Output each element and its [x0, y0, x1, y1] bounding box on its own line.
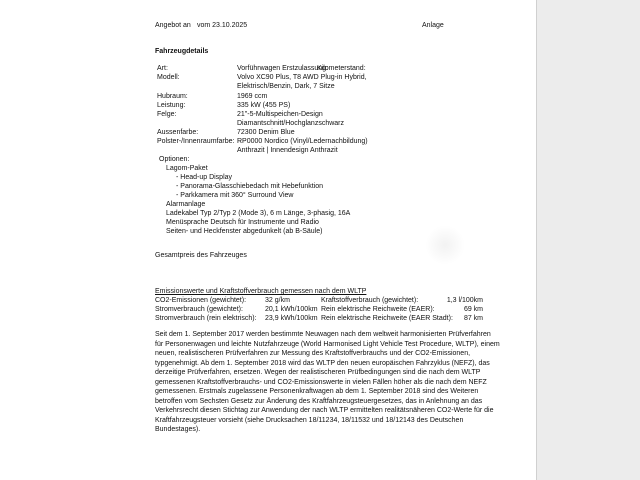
detail-value: 72300 Denim Blue — [237, 129, 295, 136]
emission-label: Stromverbrauch (rein elektrisch): — [155, 315, 257, 322]
option-item: Menüsprache Deutsch für Instrumente und Radio — [166, 219, 319, 226]
option-subitem: - Parkkamera mit 360° Surround View — [176, 192, 294, 199]
detail-value: RP0000 Nordico (Vinyl/Ledernachbildung) — [237, 138, 368, 145]
wltp-disclaimer-paragraph: Seit dem 1. September 2017 werden bestimmte Neuwagen nach dem weltweit harmonisierten Prüfverfahren für Personenwagen und leichte Nutzfahrzeuge (World Harmonised Light Vehicle Test Procedure, WLTP), einem neuen, realistischeren Prüfverfahren zur Messung des Kraftstoffverbrauchs und der CO2-Emissionen, typgenehmigt. Ab dem 1. September 2018 wird das WLTP den neuen europäischen Fahrzyklus (NEFZ), das derzeitige Prüfverfahren, ersetzen. Wegen der realistischeren Prüfbedingungen sind die nach dem WLTP gemessenen Kraftstoffverbrauchs- und CO2-Emissionswerte in vielen Fällen höher als die nach dem NEFZ gemessenen. Erstmals zugelassene Personenkraftwagen ab dem 1. September 2018 sind des Weiteren betroffen vom Sechsten Gesetz zur Änderung des Kraftfahrzeugsteuergesetzes, das in Anlehnung an das Verkehrsrecht diesen Stichtag zur Anwendung der nach WLTP ermittelten realitätsnäheren CO2-Werte für die Kraftfahrzeugsteuer vorsieht (siehe Drucksachen 18/11234, 18/11532 und 18/12143 des Deutschen Bundestages). — [155, 331, 500, 433]
emission-label: CO2-Emissionen (gewichtet): — [155, 297, 247, 304]
options-title: Optionen: — [159, 156, 190, 163]
detail-value: Diamantschnitt/Hochglanzschwarz — [237, 120, 344, 127]
offer-to-label: Angebot an — [155, 22, 191, 29]
emission-value: 87 km — [463, 315, 483, 322]
option-item: Lagom-Paket — [166, 165, 208, 172]
emission-label: Stromverbrauch (gewichtet): — [155, 306, 243, 313]
option-item: Ladekabel Typ 2/Typ 2 (Mode 3), 6 m Länge, 3-phasig, 16A — [166, 210, 351, 217]
detail-value: Volvo XC90 Plus, T8 AWD Plug-in Hybrid, — [237, 74, 367, 81]
offer-date: vom 23.10.2025 — [197, 22, 248, 29]
scan-smudge — [425, 225, 465, 265]
detail-value: Anthrazit | Innendesign Anthrazit — [237, 147, 338, 154]
detail-label: Polster-/Innenraumfarbe: — [157, 138, 235, 145]
detail-label: Aussenfarbe: — [157, 129, 199, 136]
emission-label: Rein elektrische Reichweite (EAER Stadt): — [321, 315, 453, 322]
detail-value: 1969 ccm — [237, 93, 268, 100]
section-title: Fahrzeugdetails — [155, 48, 209, 55]
attachment-label: Anlage — [422, 22, 444, 29]
emissions-title: Emissionswerte und Kraftstoffverbrauch gemessen nach dem WLTP — [155, 288, 367, 295]
total-price-label: Gesamtpreis des Fahrzeuges — [155, 252, 247, 259]
detail-value: Elektrisch/Benzin, Dark, 7 Sitze — [237, 83, 335, 90]
emission-value: 32 g/km — [265, 297, 290, 304]
detail-extra: Kilometerstand: — [317, 65, 366, 72]
emission-value: 20,1 kWh/100km — [265, 306, 318, 313]
emission-value: 69 km — [463, 306, 483, 313]
detail-label: Hubraum: — [157, 93, 188, 100]
option-item: Seiten- und Heckfenster abgedunkelt (ab B-Säule) — [166, 228, 323, 235]
option-subitem: - Panorama-Glasschiebedach mit Hebefunktion — [176, 183, 324, 190]
detail-label: Felge: — [157, 111, 177, 118]
emission-label: Kraftstoffverbrauch (gewichtet): — [321, 297, 419, 304]
detail-value: 335 kW (455 PS) — [237, 102, 291, 109]
option-subitem: - Head-up Display — [176, 174, 233, 181]
option-item: Alarmanlage — [166, 201, 206, 208]
emission-label: Rein elektrische Reichweite (EAER): — [321, 306, 435, 313]
detail-label: Leistung: — [157, 102, 186, 109]
emission-value: 1,3 l/100km — [446, 297, 483, 304]
detail-value: Vorführwagen Erstzulassung: — [237, 65, 329, 72]
emission-value: 23,9 kWh/100km — [265, 315, 318, 322]
viewer-background — [537, 0, 640, 480]
detail-label: Modell: — [157, 74, 180, 81]
detail-label: Art: — [157, 65, 168, 72]
detail-value: 21"-5-Multispeichen-Design — [237, 111, 323, 118]
